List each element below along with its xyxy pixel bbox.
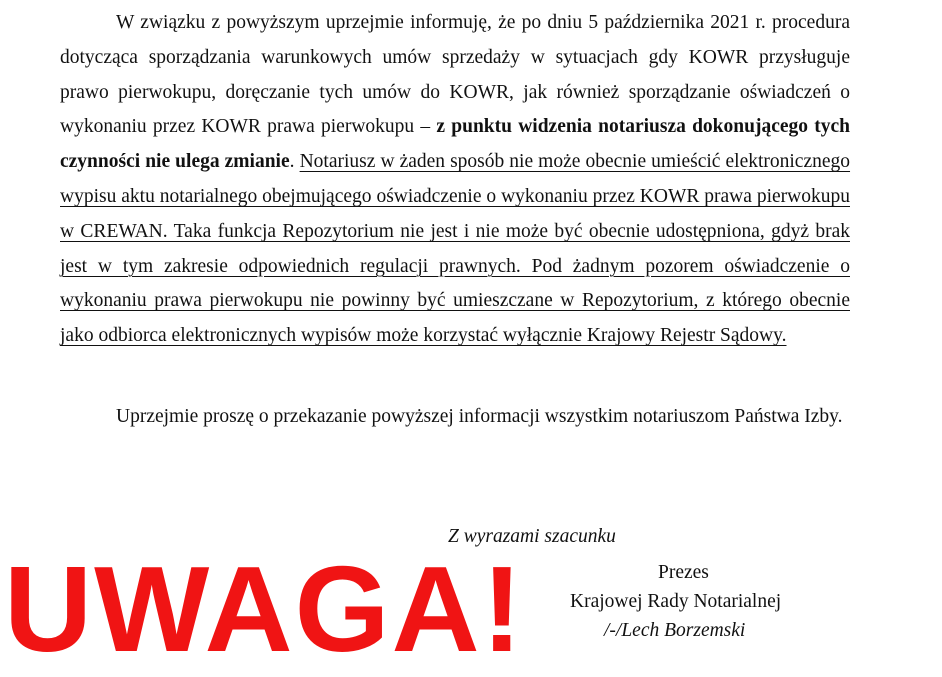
paragraph-notice [60, 6, 850, 354]
paragraph-intro-text: W związku z powyższym uprzejmie informuję, że po dniu 5 października 2021 r. procedura dotycząca sporządzania warunkowych umów sprzedaży w sytuacjach gdy KOWR przysługuje prawo pierwokupu, doręczanie tych umów do KOWR, jak również sporządzanie oświadczeń o wykonaniu przez KOWR prawa pierwokupu – [60, 12, 850, 138]
signature-organization: Krajowej Rady Notarialnej [570, 591, 782, 612]
paragraph-request-text: Uprzejmie proszę o przekazanie powyższej informacji wszystkim notariuszom Państwa Izby. [116, 406, 843, 427]
paragraph-request [60, 400, 850, 435]
signature-closing: Z wyrazami szacunku [448, 526, 616, 547]
warning-overlay-label: UWAGA! [4, 541, 525, 677]
signature-title: Prezes [658, 562, 709, 583]
signature-name: /-/Lech Borzemski [604, 620, 746, 641]
paragraph-bold-text: z punktu widzenia notariusza dokonującego tych czynności nie ulega zmianie [60, 116, 851, 173]
paragraph-after-bold: . [289, 151, 300, 173]
paragraph-underlined-text: Notariusz w żaden sposób nie może obecnie umieścić elektronicznego wypisu aktu notarialnego obejmującego oświadczenie o wykonaniu przez KOWR prawa pierwokupu w CREWAN. Taka funkcja Repozytorium nie jest i nie może być obecnie udostępniona, gdyż brak jest w tym zakresie odpowiednich regulacji prawnych. Pod żadnym pozorem oświadczenie o wykonaniu prawa pierwokupu nie powinny być umieszczane w Repozytorium, z którego obecnie jako odbiorca elektronicznych wypisów może korzystać wyłącznie Krajowy Rejestr Sądowy. [60, 151, 851, 347]
